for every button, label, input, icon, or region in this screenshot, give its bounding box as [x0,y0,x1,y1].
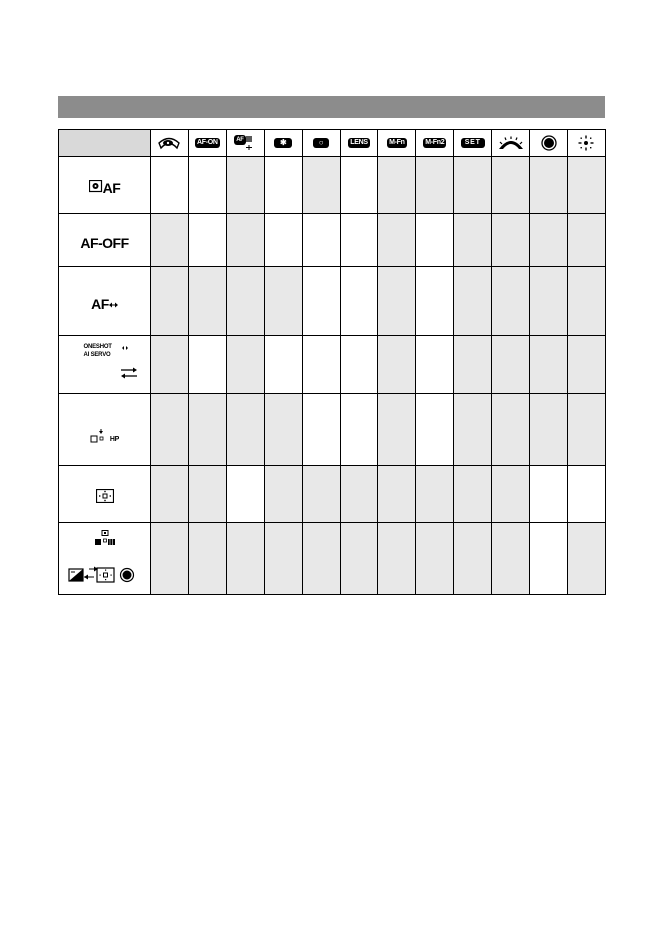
header-multi-controller [567,130,605,157]
table-cell [378,214,416,267]
table-cell [492,523,530,595]
table-cell [567,523,605,595]
table-cell [530,267,568,336]
table-cell [302,336,340,394]
table-cell [416,523,454,595]
main-dial-icon [498,136,524,150]
table-cell [454,466,492,523]
table-cell [378,466,416,523]
table-cell [188,214,226,267]
table-row [59,214,606,267]
lens-button-icon: LENS [350,138,368,146]
eye-af-icon [157,136,181,150]
header-quick-control-dial [530,130,568,157]
table-cell [567,394,605,466]
af-on-button-icon: AF-ON [197,138,218,146]
section-title-bar [58,96,605,118]
table-cell [492,466,530,523]
set-button-icon: SET [461,138,485,148]
table-cell [264,267,302,336]
function-switch-registered-af [59,267,151,336]
table-cell [264,157,302,214]
m-fn2-button-icon: M-Fn2 [425,138,445,146]
table-cell [530,523,568,595]
table-cell [302,267,340,336]
table-cell [492,214,530,267]
header-eye-af [151,130,189,157]
table-cell [264,523,302,595]
table-cell [264,466,302,523]
table-cell [530,466,568,523]
table-cell [188,394,226,466]
table-cell [151,214,189,267]
table-cell [264,336,302,394]
af-point-selection-icon [96,489,114,508]
table-cell [302,214,340,267]
table-row [59,267,606,336]
header-main-dial [492,130,530,157]
m-fn-button-icon: M-Fn [389,138,405,146]
table-cell [188,157,226,214]
table-cell [454,267,492,336]
function-af-stop [59,214,151,267]
af-point-select-icon: AF [234,135,256,151]
table-cell [226,157,264,214]
table-cell [302,466,340,523]
table-cell [151,267,189,336]
header-set [454,130,492,157]
table-cell [567,214,605,267]
table-cell [340,466,378,523]
table-cell [188,267,226,336]
table-cell [416,394,454,466]
table-cell [340,523,378,595]
table-cell [416,214,454,267]
table-cell [151,336,189,394]
table-cell [302,394,340,466]
table-cell [567,267,605,336]
af-off-icon: AF-OFF [80,235,129,251]
table-cell [302,523,340,595]
table-cell [378,394,416,466]
table-cell [454,523,492,595]
table-cell [567,466,605,523]
function-af-point-selection [59,466,151,523]
table-cell [340,157,378,214]
custom-controls-table [58,129,606,595]
table-cell [188,466,226,523]
table-cell [454,336,492,394]
table-cell [264,214,302,267]
table-cell [530,214,568,267]
table-cell [567,336,605,394]
quick-control-dial-icon [541,135,557,151]
table-row [59,336,606,394]
function-metering-af-start [59,157,151,214]
table-cell [378,336,416,394]
table-cell [226,394,264,466]
function-column-header [59,130,151,157]
table-cell [340,267,378,336]
ae-lock-icon: ✱ [274,138,292,148]
table-cell [492,336,530,394]
header-lens [340,130,378,157]
table-cell [378,523,416,595]
header-ae-lock [264,130,302,157]
table-cell [530,394,568,466]
table-cell [264,394,302,466]
table-cell [340,336,378,394]
table-cell [302,157,340,214]
header-dof-preview [302,130,340,157]
table-cell [151,523,189,595]
table-cell [416,466,454,523]
table-cell [226,336,264,394]
header-m-fn2 [416,130,454,157]
header-af-on [188,130,226,157]
table-cell [530,157,568,214]
function-af-point-home-position [59,394,151,466]
table-cell [416,267,454,336]
af-switch-registered-icon: AF [91,296,118,314]
one-shot-ai-servo-icon: ONESHOT AI SERVO [70,344,140,388]
table-cell [454,214,492,267]
function-one-shot-ai-servo [59,336,151,394]
table-row [59,157,606,214]
table-cell [492,394,530,466]
table-cell [226,523,264,595]
table-cell [492,267,530,336]
table-cell [378,157,416,214]
header-af-point-select [226,130,264,157]
table-cell [416,157,454,214]
table-cell [188,523,226,595]
af-point-home-position-icon: HP [90,425,119,443]
table-cell [151,157,189,214]
af-area-switch-icon [67,530,143,586]
table-cell [340,394,378,466]
table-cell [340,214,378,267]
metering-af-start-icon: AF [89,180,121,198]
table-cell [530,336,568,394]
table-cell [454,394,492,466]
table-row [59,394,606,466]
table-cell [151,466,189,523]
table-cell [492,157,530,214]
header-m-fn [378,130,416,157]
function-af-area-switch [59,523,151,595]
depth-of-field-preview-icon: ○ [313,138,330,148]
table-cell [226,466,264,523]
table-row [59,466,606,523]
table-cell [567,157,605,214]
table-cell [454,157,492,214]
table-cell [188,336,226,394]
table-cell [416,336,454,394]
table-row [59,523,606,595]
table-cell [226,214,264,267]
table-cell [151,394,189,466]
multi-controller-icon [578,135,594,151]
table-cell [226,267,264,336]
table-header-row [59,130,606,157]
table-cell [378,267,416,336]
